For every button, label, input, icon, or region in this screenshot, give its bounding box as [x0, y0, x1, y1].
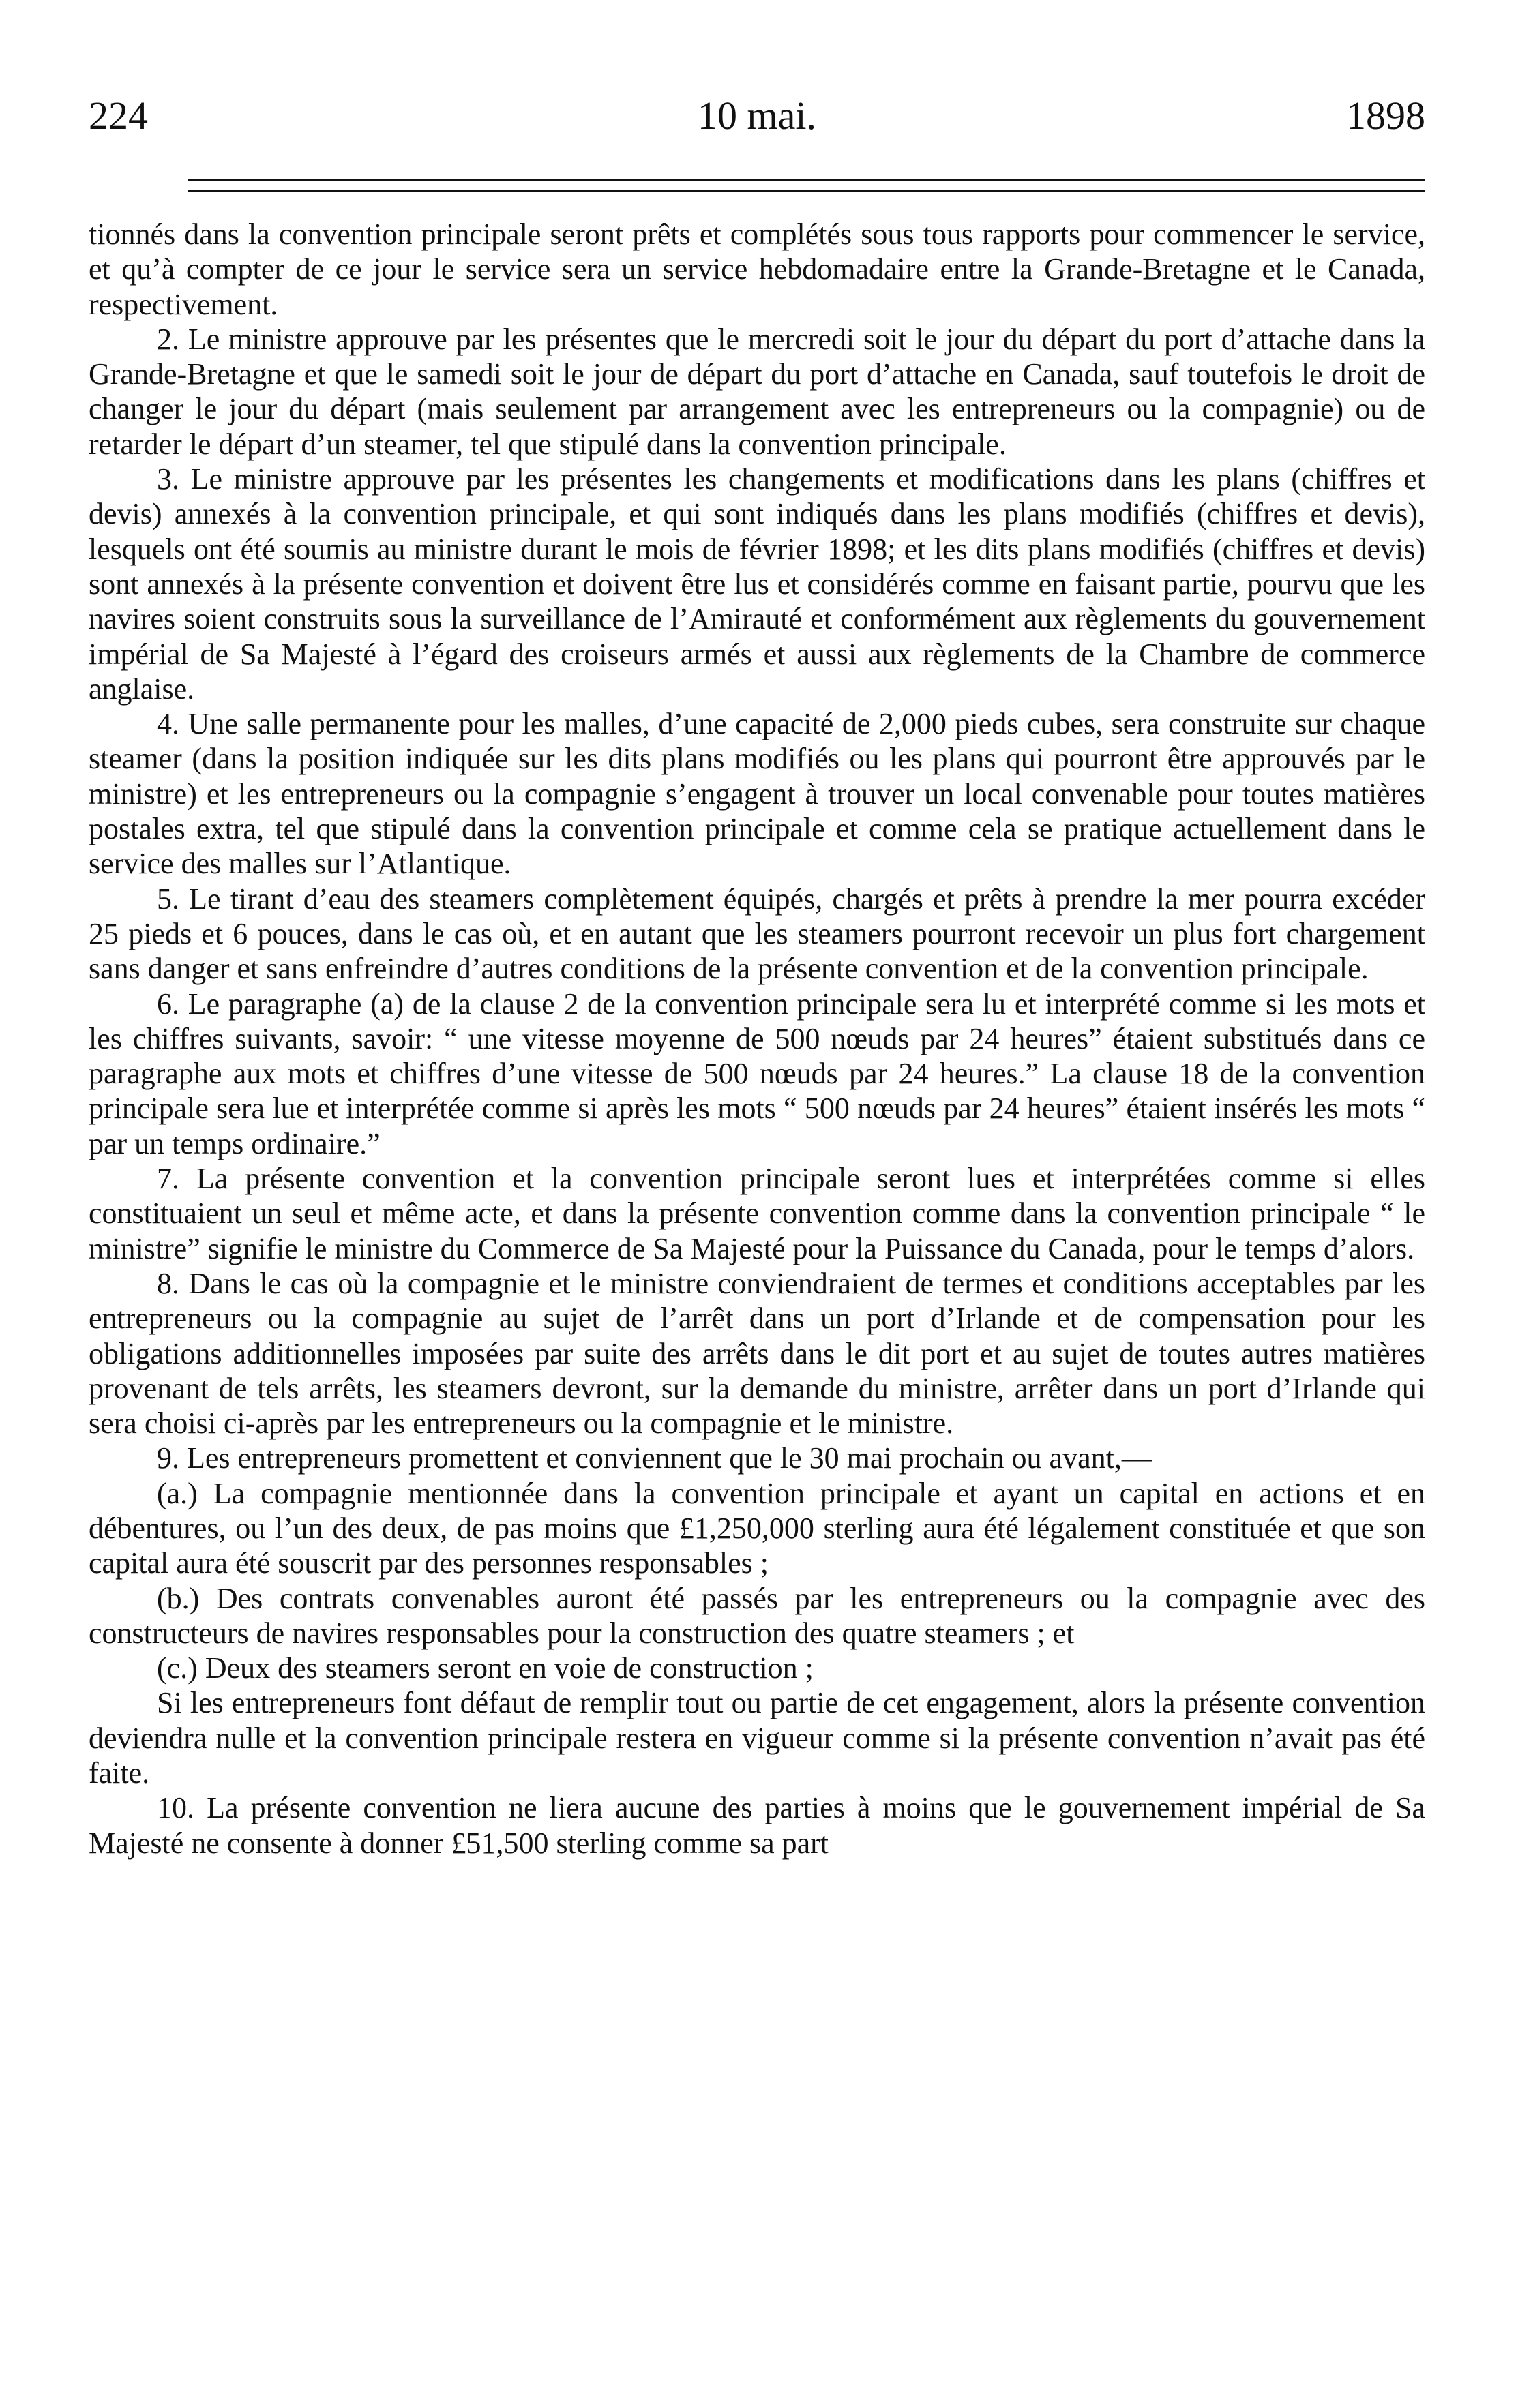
page-number: 224: [89, 93, 148, 138]
header-rule-top: [188, 179, 1425, 181]
body-text: [89, 217, 1425, 1861]
paragraph-clause-3: 3. Le ministre approuve par les présentes les changements et modifications dans les plans (chiffres et devis) annexés à la convention principale, et qui sont indiqués dans les plans modifiés (chiffres et devis), lesquels ont été soumis au ministre durant le mois de février 1898; et les dits plans modifiés (chiffres et devis) sont annexés à la présente convention et doivent être lus et considérés comme en faisant partie, pourvu que les navires soient construits sous la surveillance de l’Amirauté et conformément aux règlements du gouvernement impérial de Sa Majesté à l’égard des croiseurs armés et aussi aux règlements de la Chambre de commerce anglaise.: [89, 462, 1425, 706]
paragraph-clause-7: 7. La présente convention et la convention principale seront lues et interprétées comme si elles constituaient un seul et même acte, et dans la présente convention comme dans la convention principale “ le ministre” signifie le ministre du Commerce de Sa Majesté pour la Puissance du Canada, pour le temps d’alors.: [89, 1162, 1425, 1265]
paragraph-clause-5: 5. Le tirant d’eau des steamers complètement équipés, chargés et prêts à prendre la mer pourra excéder 25 pieds et 6 pouces, dans le cas où, et en autant que les steamers pourront recevoir un plus fort chargement sans danger et sans enfreindre d’autres conditions de la présente convention et de la convention principale.: [89, 882, 1425, 986]
paragraph-clause-9: 9. Les entrepreneurs promettent et conviennent que le 30 mai prochain ou avant,—: [157, 1441, 1152, 1475]
paragraph-clause-2: 2. Le ministre approuve par les présentes que le mercredi soit le jour du départ du port d’attache dans la Grande-Bretagne et que le samedi soit le jour de départ du port d’attache en Canada, sauf toutefois le droit de changer le jour du départ (mais seulement par arrangement avec les entrepreneurs ou la compagnie) ou de retarder le départ d’un steamer, tel que stipulé dans la convention principale.: [89, 322, 1425, 461]
paragraph-clause-8: 8. Dans le cas où la compagnie et le ministre conviendraient de termes et conditions acceptables par les entrepreneurs ou la compagnie au sujet de l’arrêt dans un port d’Irlande et de compensation pour les obligations additionnelles imposées par suite des arrêts dans le dit port et au sujet de toutes autres matières provenant de tels arrêts, les steamers devront, sur la demande du ministre, arrêter dans un port d’Irlande qui sera choisi ci-après par les entrepreneurs ou la compagnie et le ministre.: [89, 1266, 1425, 1441]
header-year: 1898: [1346, 93, 1425, 138]
paragraph-clause-9c: (c.) Deux des steamers seront en voie de construction ;: [157, 1651, 814, 1685]
paragraph-clause-10: 10. La présente convention ne liera aucune des parties à moins que le gouvernement impérial de Sa Majesté ne consente à donner £51,500 sterling comme sa part: [89, 1791, 1425, 1860]
paragraph-clause-9b: (b.) Des contrats convenables auront été passés par les entrepreneurs ou la compagnie avec des constructeurs de navires responsables pour la construction des quatre steamers ; et: [89, 1581, 1425, 1650]
paragraph-continuation: tionnés dans la convention principale seront prêts et complétés sous tous rapports pour commencer le service, et qu’à compter de ce jour le service sera un service hebdomadaire entre la Grande-Bretagne et le Canada, respectivement.: [89, 217, 1425, 321]
header-rule-bottom: [188, 190, 1425, 192]
paragraph-default-condition: Si les entrepreneurs font défaut de remplir tout ou partie de cet engagement, alors la présente convention deviendra nulle et la convention principale restera en vigueur comme si la présente convention n’avait pas été faite.: [89, 1686, 1425, 1790]
paragraph-clause-9a: (a.) La compagnie mentionnée dans la convention principale et ayant un capital en actions et en débentures, ou l’un des deux, de pas moins que £1,250,000 sterling aura été légalement constituée et que son capital aura été souscrit par des personnes responsables ;: [89, 1476, 1425, 1580]
header-date: 10 mai.: [698, 93, 816, 138]
running-header: [89, 89, 1425, 143]
paragraph-clause-4: 4. Une salle permanente pour les malles, d’une capacité de 2,000 pieds cubes, sera construite sur chaque steamer (dans la position indiquée sur les dits plans modifiés ou les plans qui pourront être approuvés par le ministre) et les entrepreneurs ou la compagnie s’engagent à trouver un local convenable pour toutes matières postales extra, tel que stipulé dans la convention principale et comme cela se pratique actuellement dans le service des malles sur l’Atlantique.: [89, 707, 1425, 881]
paragraph-clause-6: 6. Le paragraphe (a) de la clause 2 de la convention principale sera lu et interprété comme si les mots et les chiffres suivants, savoir: “ une vitesse moyenne de 500 nœuds par 24 heures” étaient substitués dans ce paragraphe aux mots et chiffres d’une vitesse de 500 nœuds par 24 heures.” La clause 18 de la convention principale sera lue et interprétée comme si après les mots “ 500 nœuds par 24 heures” étaient insérés les mots “ par un temps ordinaire.”: [89, 987, 1425, 1160]
